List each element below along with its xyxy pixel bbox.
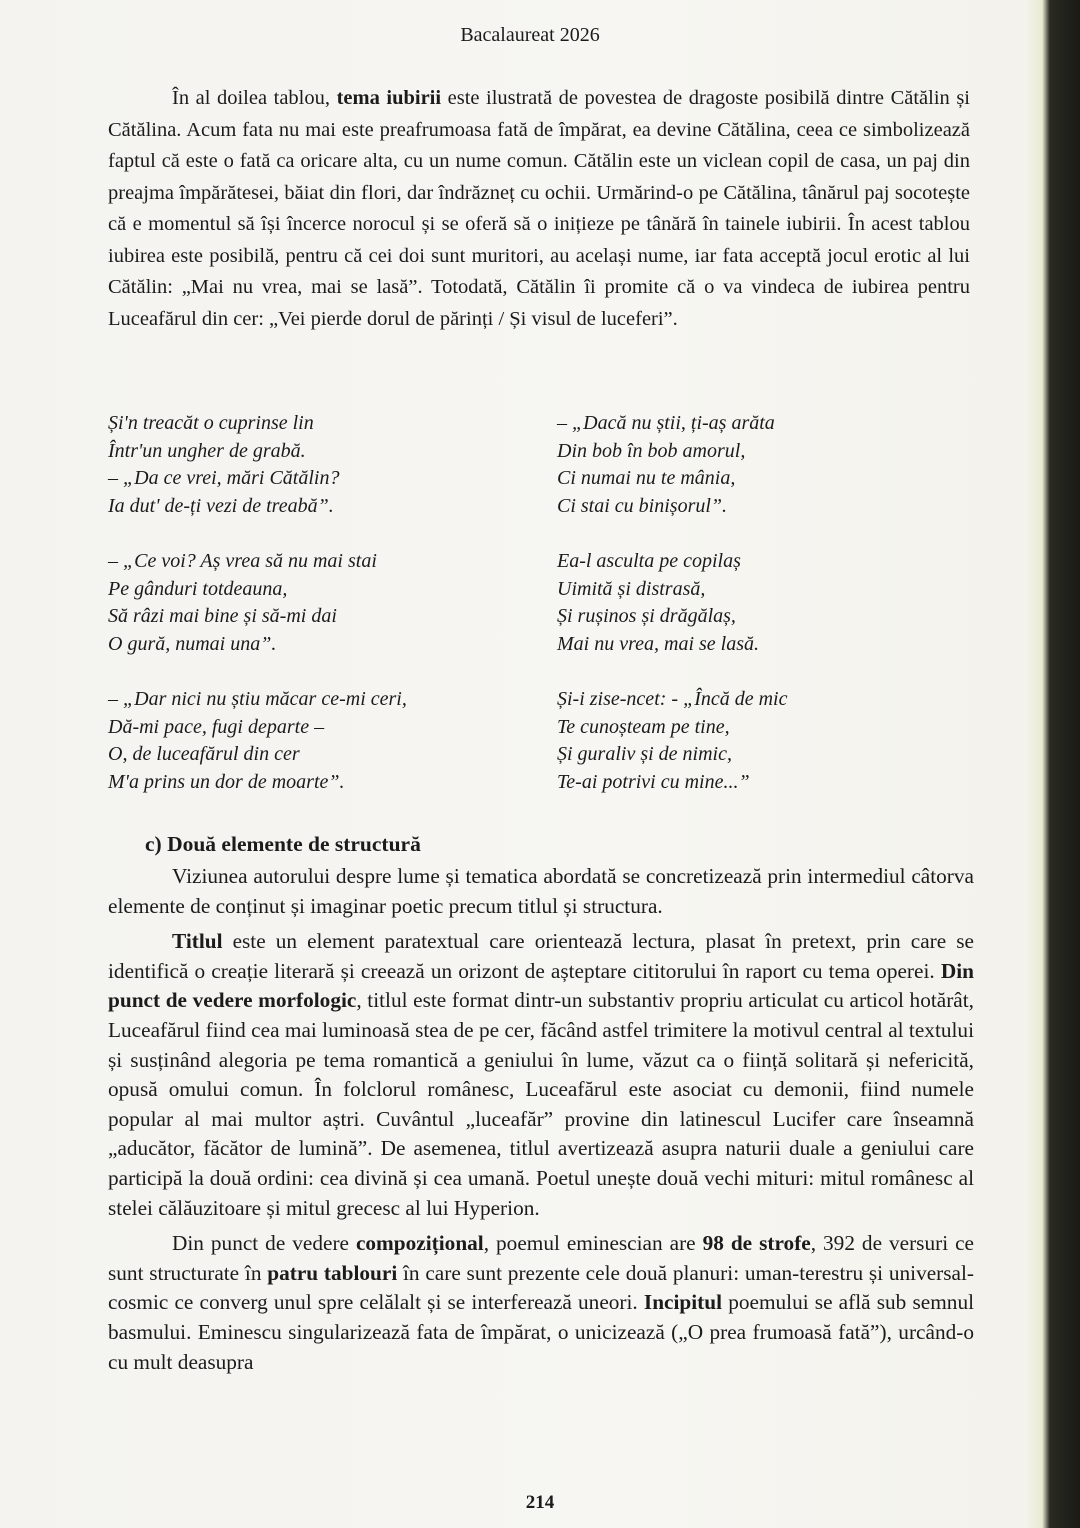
verse-line: Și-i zise-ncet: - „Încă de mic — [557, 688, 788, 710]
verse-line: Ci numai nu te mânia, — [557, 467, 736, 489]
verse-line: O gură, numai una”. — [108, 632, 277, 655]
text: Din punct de vedere — [172, 1231, 356, 1256]
stanza — [108, 548, 407, 658]
stanza — [557, 548, 787, 658]
verse-line: – „Dar nici nu știu măcar ce-mi ceri, — [108, 688, 407, 710]
verse-line: Pe gânduri totdeauna, — [108, 577, 288, 600]
stanza — [557, 686, 787, 796]
text: este un element paratextual care orientează lectura, plasat în pretext, prin care se identifică o creație literară și creează un orizont de așteptare cititorului în raport cu tema operei. — [108, 929, 974, 983]
verse-line: Uimită și distrasă, — [557, 577, 706, 600]
text: este ilustrată de povestea de dragoste posibilă dintre Cătălin și Cătălina. Acum fata nu mai este preafrumoasa fată de împărat, ea devine Cătălina, ceea ce simbolizează faptul că este o fată ca oricare alta, cu un nume comun. Cătălin este un viclean copil de casa, un paj din preajma împărătesei, băiat din flori, dar îndrăzneț cu ochii. Urmărind-o pe Cătălina, tânărul paj socotește că e momentul să își încerce norocul și se oferă să o inițieze pe tânără în tainele iubirii. În acest tablou iubirea este posibilă, pentru că cei doi sunt muritori, au același nume, iar fata acceptă jocul erotic al lui Cătălin: „Mai nu vrea, mai se lasă”. Totodată, Cătălin îi promite că o va vindeca de iubirea pentru Luceafărul din cer: „Vei pierde dorul de părinți / Și visul de luceferi”. — [108, 87, 971, 330]
emphasis: Titlul — [172, 929, 223, 954]
verse-line: – „Dacă nu știi, ți-aș arăta — [557, 412, 775, 434]
stanza — [108, 410, 407, 520]
paragraph-intro: Viziunea autorului despre lume și tematica abordată se concretizează prin intermediul câtorva elemente de conținut și imaginar poetic precum titlul și structura. — [108, 864, 974, 918]
running-header: Bacalaureat 2026 — [460, 24, 600, 46]
emphasis: Incipitul — [643, 1290, 723, 1315]
verse-line: O, de luceafărul din cer — [108, 743, 300, 765]
text: , 392 de versuri ce sunt structurate în — [108, 1231, 974, 1285]
paragraph-second-tableau — [108, 83, 970, 335]
verse-line: Să râzi mai bine și să-mi dai — [108, 605, 337, 627]
paragraph-composition — [108, 1229, 974, 1377]
verse-line: Te cunoșteam pe tine, — [557, 715, 730, 738]
page-number: 214 — [525, 1492, 555, 1513]
text: poemului se află sub semnul basmului. Eminescu singularizează fata de împărat, o unicizează („O prea frumoasă fată”), urcând-o cu mult deasupra — [108, 1290, 975, 1374]
emphasis: tema iubirii — [336, 87, 442, 109]
text: în care sunt prezente cele două planuri: uman-terestru și universal-cosmic ce converg unul spre celălalt și se interferează uneori. — [108, 1260, 975, 1315]
text: , poemul eminescian are — [483, 1231, 703, 1256]
verse-line: Dă-mi pace, fugi departe – — [108, 715, 325, 738]
verse-line: – „Ce voi? Aș vrea să nu mai stai — [108, 550, 377, 572]
verse-line: Ci stai cu binișorul”. — [557, 494, 728, 517]
section-body — [108, 862, 974, 1383]
verse-line: Te-ai potrivi cu mine...” — [557, 770, 750, 793]
poem-left-column — [108, 410, 407, 824]
paragraph-title — [108, 927, 974, 1223]
text: , titlul este format dintr-un substantiv propriu articulat cu articol hotărât, Luceafărul fiind cea mai luminoasă stea de pe cer, făcând astfel trimitere la motivul central al textului și susținând alegoria pe tema romantică a geniului în lume, văzut ca o ființă solitară și nefericită, opusă omului comun. În folclorul românesc, Luceafărul este asociat cu demonii, fiind numele popular al mai multor aștri. Cuvântul „luceafăr” provine din latinescul Lucifer care înseamnă „aducător, făcător de lumină”. De asemenea, titlul avertizează asupra naturii duale a geniului care participă la două ordini: cea divină și cea umană. Poetul unește două vechi mituri: mitul românesc al stelei călăuzitoare și mitul grecesc al lui Hyperion. — [108, 988, 974, 1220]
verse-line: Și'n treacăt o cuprinse lin — [108, 412, 314, 434]
verse-line: Mai nu vrea, mai se lasă. — [557, 632, 760, 655]
emphasis: patru tablouri — [267, 1260, 398, 1285]
section-heading: c) Două elemente de structură — [145, 832, 421, 856]
verse-line: Și rușinos și drăgălaș, — [557, 605, 736, 627]
verse-line: Ia dut' de-ți vezi de treabă”. — [108, 494, 334, 517]
emphasis: 98 de strofe — [702, 1231, 811, 1256]
verse-line: Într'un ungher de grabă. — [108, 439, 306, 462]
poem-right-column — [557, 410, 787, 824]
emphasis: compozițional — [355, 1231, 484, 1256]
stanza — [557, 410, 787, 520]
verse-line: Și guraliv și de nimic, — [557, 743, 732, 765]
emphasis: Din punct de vedere morfologic — [108, 958, 974, 1013]
text: În al doilea tablou, — [172, 87, 337, 109]
verse-line: – „Da ce vrei, mări Cătălin? — [108, 467, 340, 489]
verse-line: Din bob în bob amorul, — [557, 439, 746, 462]
stanza — [108, 686, 407, 796]
verse-line: M'a prins un dor de moarte”. — [108, 770, 345, 793]
verse-line: Ea-l asculta pe copilaș — [557, 550, 741, 572]
